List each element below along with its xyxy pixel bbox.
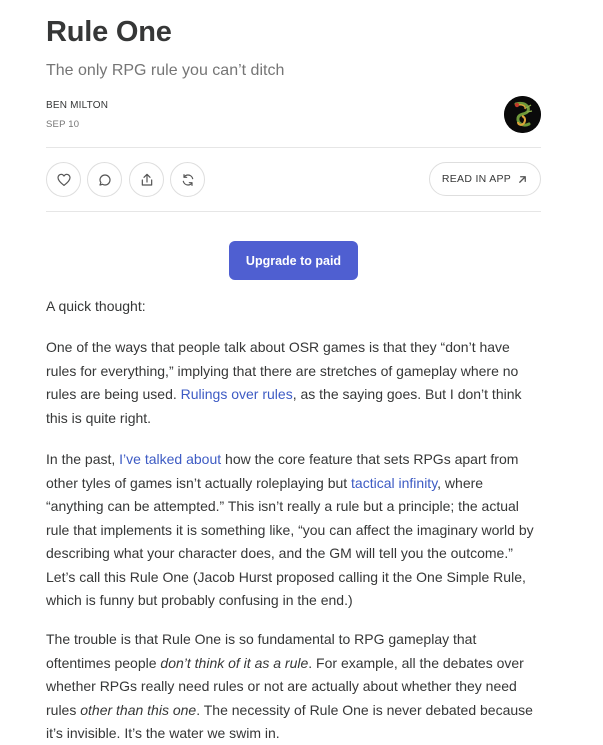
paragraph-3-text-end: , where “anything can be attempted.” This isn’t really a rule but a principle; the actual rule that implements it is something like, “you can affect the imaginary world by describing what your character does, and the GM will tell you the outcome.” Let’s call this Rule One (Jacob Hurst proposed calling it the One Simple Rule, which is funny but probably confusing in the end.) <box>46 474 534 608</box>
paragraph-4 <box>46 628 541 745</box>
paragraph-4-emphasis-1: don’t think of it as a rule <box>160 654 309 671</box>
comment-icon <box>97 172 113 188</box>
paragraph-2-text-end: , as the saying goes. But I don’t think this is quite right. <box>46 386 522 426</box>
paragraph-4-text-end: . The necessity of Rule One is never debated because it’s invisible. It’s the water we swim in. <box>46 701 533 741</box>
read-in-app-label: READ IN APP <box>441 173 512 185</box>
author-name[interactable]: BEN MILTON <box>46 100 109 111</box>
tactical-infinity-link[interactable]: tactical infinity <box>351 474 438 491</box>
upgrade-button[interactable]: Upgrade to paid <box>229 241 358 280</box>
heart-icon <box>56 172 72 188</box>
paragraph-3 <box>46 448 541 613</box>
like-button[interactable] <box>46 162 81 197</box>
dragon-avatar-image <box>504 96 541 133</box>
paragraph-2 <box>46 336 541 430</box>
divider-bottom <box>46 211 541 212</box>
paragraph-3-text-mid: how the core feature that sets RPGs apart from other tyles of games isn’t actually roleplaying but <box>46 451 519 491</box>
talked-about-link[interactable]: I’ve talked about <box>119 451 222 467</box>
post-title: Rule One <box>46 16 172 48</box>
restack-icon <box>180 172 196 188</box>
divider-top <box>46 147 541 148</box>
paragraph-4-text: The trouble is that Rule One is so fundamental to RPG gameplay that oftentimes people <box>46 631 477 671</box>
rulings-over-rules-link[interactable]: Rulings over rules <box>180 386 293 402</box>
post-subtitle: The only RPG rule you can’t ditch <box>46 62 285 79</box>
arrow-up-right-icon <box>517 174 528 185</box>
share-icon <box>139 172 155 188</box>
post-date: SEP 10 <box>46 119 80 130</box>
comment-button[interactable] <box>87 162 122 197</box>
share-button[interactable] <box>129 162 164 197</box>
author-avatar[interactable] <box>504 96 541 133</box>
read-in-app-button[interactable] <box>429 162 541 196</box>
paragraph-4-text-mid: . For example, all the debates over whether RPGs really need rules or not are actually about whether they need rules <box>46 654 524 718</box>
restack-button[interactable] <box>170 162 205 197</box>
paragraph-1: A quick thought: <box>46 298 146 314</box>
paragraph-2-text: One of the ways that people talk about OSR games is that they “don’t have rules for everything,” implying that there are stretches of gameplay where no rules are being used. <box>46 339 519 402</box>
paragraph-3-text: In the past, <box>46 451 120 467</box>
paragraph-4-emphasis-2: other than this one <box>80 701 197 718</box>
